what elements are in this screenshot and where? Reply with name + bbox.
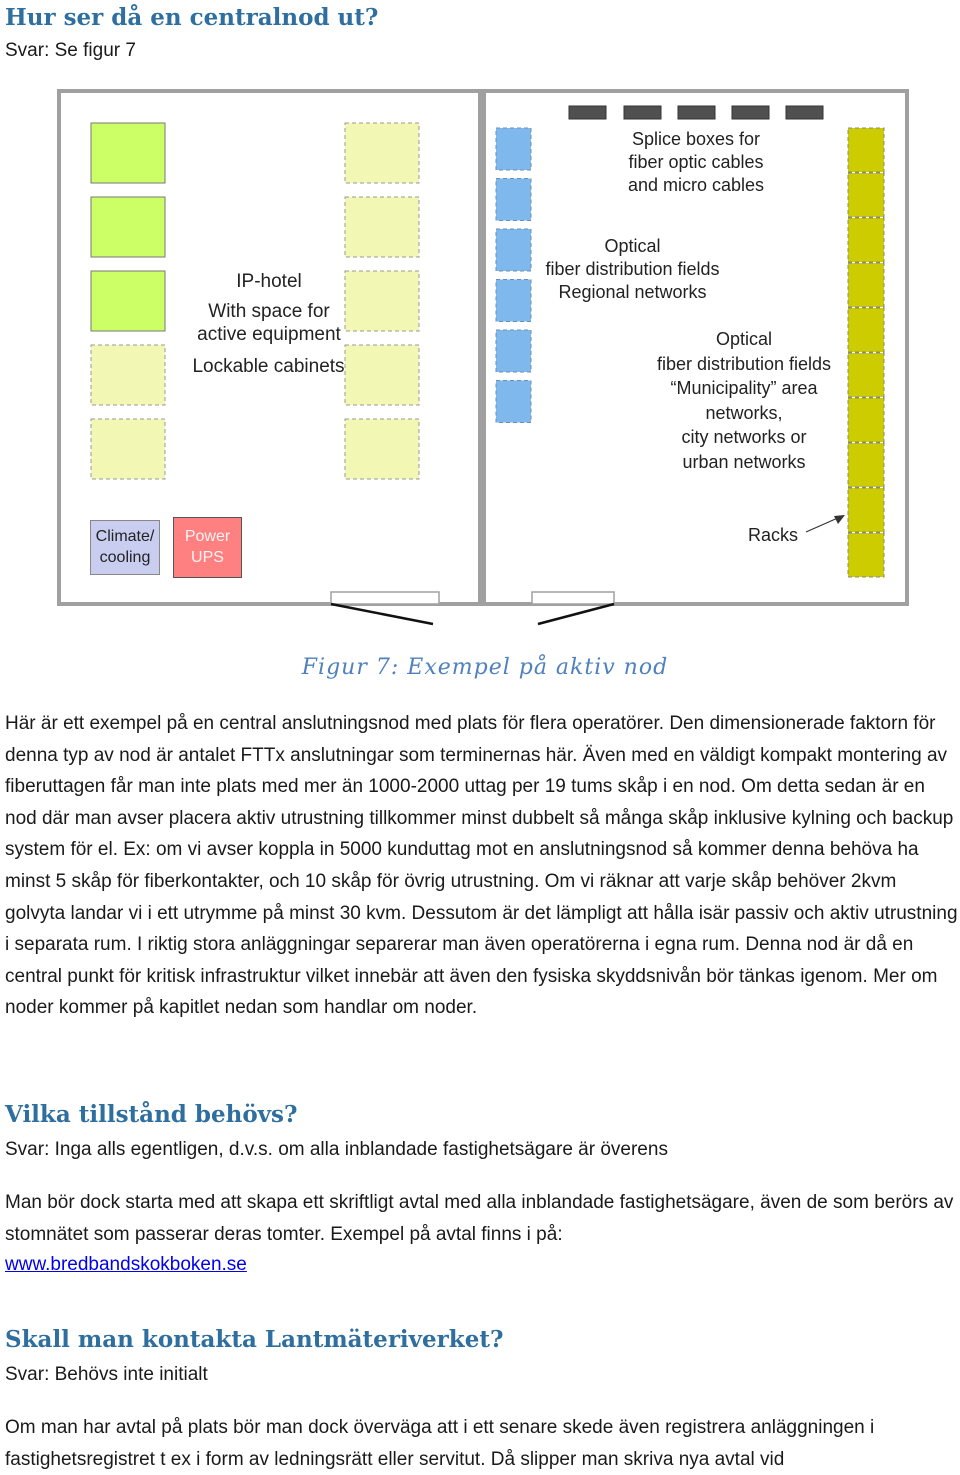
bredbandskokboken-link[interactable]: www.bredbandskokboken.se — [5, 1254, 247, 1275]
ip-cabinet — [91, 419, 165, 479]
power-ups-unit: Power UPS — [173, 517, 242, 578]
splice-box — [786, 106, 823, 119]
rack — [848, 398, 884, 442]
rack — [848, 488, 884, 532]
rack — [848, 263, 884, 307]
splice-box — [569, 106, 606, 119]
optical-regional-label: Optical fiber distribution fields Regional networks — [545, 236, 720, 302]
ip-cabinet — [91, 197, 165, 257]
racks-arrow — [806, 517, 840, 532]
splice-box — [732, 106, 769, 119]
door-right-frame — [532, 592, 614, 604]
rack — [848, 173, 884, 217]
lockable-cabinets-label: Lockable cabinets — [192, 356, 345, 377]
door-right-swing — [538, 604, 614, 624]
optical-panel — [496, 381, 531, 423]
body-paragraph-1: Här är ett exempel på en central anslutningsnod med plats för flera operatörer. Den dimensionerade faktorn för denna typ av nod är antalet FTTx anslutningar som terminernas här. Även med en väldigt kompakt montering av fiberuttagen får man inte plats med mer än 1000-2000 uttag per 19 tums skåp i en nod. Om detta sedan är en nod där man avser placera aktiv utrustning tillkommer minst dubbelt så många skåp inklusive kylning och backup system för el. Ex: om vi avser koppla in 5000 kunduttag mot en anslutningsnod så kommer denna behöva ha minst 5 skåp för fiberkontakter, och 10 skåp för övrig utrustning. Om vi räknar att varje skåp behöver 2kvm golvyta landar vi i ett utrymme på minst 30 kvm. Dessutom är det lämpligt att hålla isär passiv och aktiv utrustning i separata rum. I riktig stora anläggningar separerar man även operatörerna i egna rum. Denna nod är då en central punkt för kritisk infrastruktur vilket innebär att även den fysiska skyddsnivån bör tänkas igenom. Mer om noder kommer på kapitlet nedan som handlar om noder. — [5, 713, 958, 1019]
ip-cabinet — [91, 271, 165, 331]
section-heading-centralnod: Hur ser då en centralnod ut? — [5, 4, 379, 31]
optical-municipality-label: Optical fiber distribution fields “Municipality” area networks, city networks or urban networks — [656, 329, 832, 472]
climate-cooling-unit: Climate/ cooling — [90, 520, 160, 575]
splice-box — [624, 106, 661, 119]
door-left-frame — [331, 592, 439, 604]
optical-panel — [496, 128, 531, 170]
optical-panel — [496, 330, 531, 372]
optical-panel — [496, 280, 531, 322]
rack — [848, 533, 884, 577]
ip-hotel-title: IP-hotel — [236, 271, 302, 292]
lockable-cabinet — [345, 123, 419, 183]
ip-cabinet — [91, 345, 165, 405]
lockable-cabinet — [345, 271, 419, 331]
rack — [848, 443, 884, 487]
figure-caption: Figur 7: Exempel på aktiv nod — [301, 655, 669, 680]
optical-panel — [496, 179, 531, 221]
answer-text-tillstand: Svar: Inga alls egentligen, d.v.s. om alla inblandade fastighetsägare är överens — [5, 1139, 668, 1160]
ip-hotel-description: With space for active equipment — [197, 301, 341, 345]
body-paragraph-3: Om man har avtal på plats bör man dock överväga att i ett senare skede även registrera anläggningen i fastighetsregistret t ex i form av ledningsrätt eller servitut. Då slipper man skriva nya avtal vid — [5, 1417, 875, 1470]
answer-text: Svar: Se figur 7 — [5, 40, 136, 61]
splice-boxes-label: Splice boxes for fiber optic cables and micro cables — [627, 129, 765, 195]
racks-label: Racks — [747, 525, 798, 545]
rack — [848, 308, 884, 352]
answer-text-lantmateriet: Svar: Behövs inte initialt — [5, 1364, 208, 1385]
splice-box — [678, 106, 715, 119]
rack — [848, 353, 884, 397]
ip-cabinet — [91, 123, 165, 183]
optical-panel — [496, 229, 531, 271]
section-heading-tillstand: Vilka tillstånd behövs? — [5, 1101, 298, 1128]
body-paragraph-2: Man bör dock starta med att skapa ett skriftligt avtal med alla inblandade fastighetsägare, även de som berörs av stomnätet som passerar deras tomter. Exempel på avtal finns i på: — [5, 1192, 954, 1245]
door-left-swing — [331, 604, 433, 624]
section-heading-lantmateriet: Skall man kontakta Lantmäteriverket? — [5, 1326, 504, 1353]
lockable-cabinet — [345, 197, 419, 257]
rack — [848, 218, 884, 262]
lockable-cabinet — [345, 419, 419, 479]
rack — [848, 128, 884, 172]
